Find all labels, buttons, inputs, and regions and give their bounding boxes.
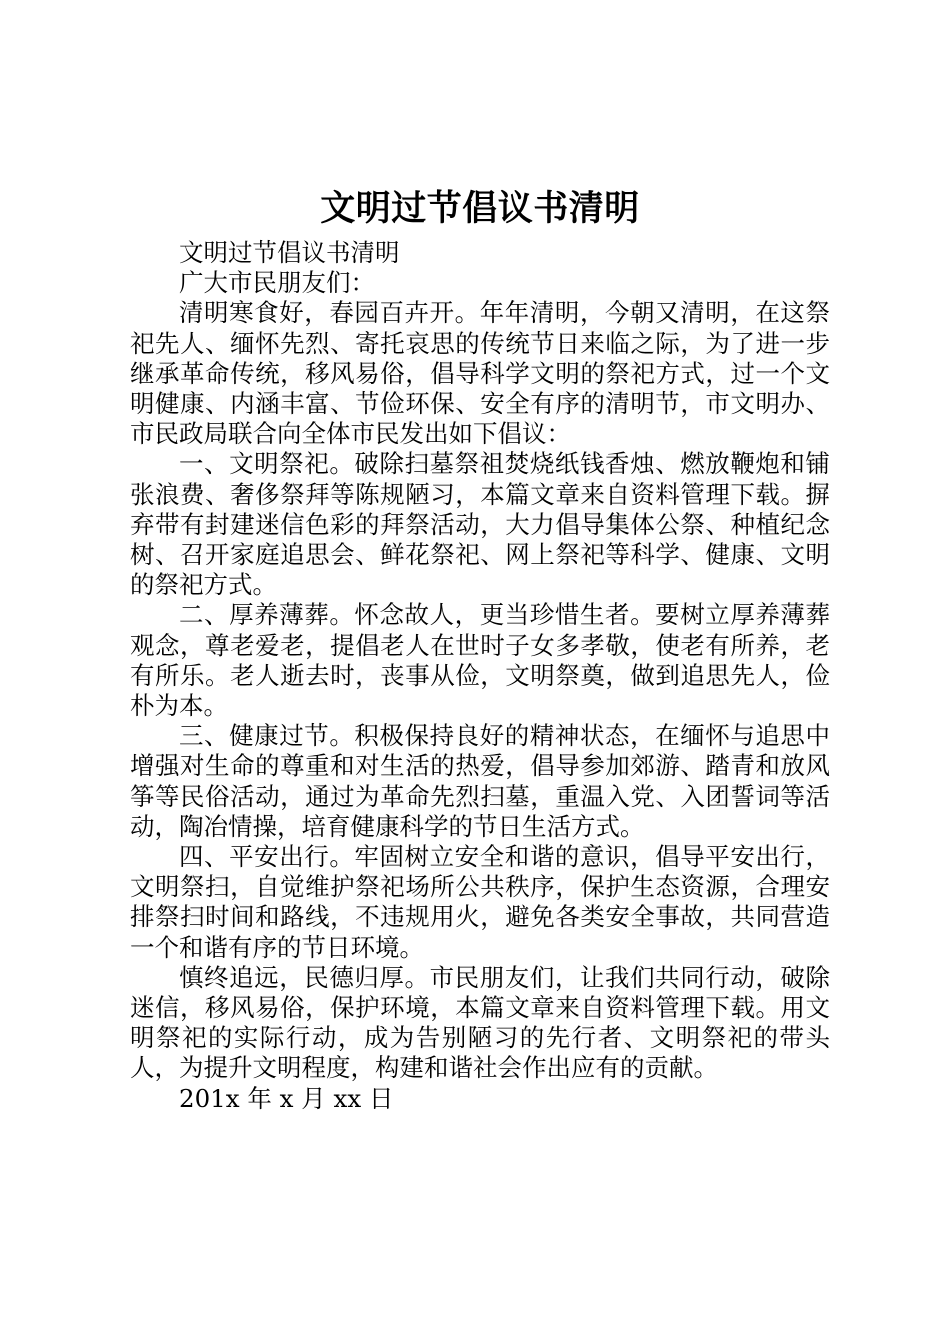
paragraph-civilized-worship: 一、文明祭祀。破除扫墓祭祖焚烧纸钱香烛、燃放鞭炮和铺张浪费、奢侈祭拜等陈规陋习，本篇文章来自资料管理下载。摒弃带有封建迷信色彩的拜祭活动，大力倡导集体公祭、种植纪念树、召开家庭追思会、鲜花祭祀、网上祭祀等科学、健康、文明的祭祀方式。	[130, 449, 830, 600]
paragraph-intro: 清明寒食好，春园百卉开。年年清明，今朝又清明，在这祭祀先人、缅怀先烈、寄托哀思的传统节日来临之际，为了进一步继承革命传统，移风易俗，倡导科学文明的祭祀方式，过一个文明健康、内涵丰富、节俭环保、安全有序的清明节，市文明办、市民政局联合向全体市民发出如下倡议：	[130, 298, 830, 449]
paragraph-generous-care: 二、厚养薄葬。怀念故人，更当珍惜生者。要树立厚养薄葬观念，尊老爱老，提倡老人在世时子女多孝敬，使老有所养，老有所乐。老人逝去时，丧事从俭，文明祭奠，做到追思先人，俭朴为本。	[130, 600, 830, 721]
document-body	[130, 238, 830, 1114]
paragraph-healthy-festival: 三、健康过节。积极保持良好的精神状态，在缅怀与追思中增强对生命的尊重和对生活的热爱，倡导参加郊游、踏青和放风筝等民俗活动，通过为革命先烈扫墓，重温入党、入团誓词等活动，陶冶情操，培育健康科学的节日生活方式。	[130, 721, 830, 841]
document-subtitle: 文明过节倡议书清明	[179, 238, 400, 267]
document-title: 文明过节倡议书清明	[320, 188, 640, 229]
document-date: 201x 年 x 月 xx 日	[179, 1083, 394, 1113]
salutation: 广大市民朋友们：	[179, 268, 375, 298]
document-page	[130, 180, 830, 1114]
paragraph-closing: 慎终追远，民德归厚。市民朋友们，让我们共同行动，破除迷信，移风易俗，保护环境，本篇文章来自资料管理下载。用文明祭祀的实际行动，成为告别陋习的先行者、文明祭祀的带头人，为提升文明程度，构建和谐社会作出应有的贡献。	[130, 962, 830, 1083]
paragraph-safe-travel: 四、平安出行。牢固树立安全和谐的意识，倡导平安出行，文明祭扫，自觉维护祭祀场所公共秩序，保护生态资源，合理安排祭扫时间和路线，不违规用火，避免各类安全事故，共同营造一个和谐有序的节日环境。	[130, 842, 830, 962]
